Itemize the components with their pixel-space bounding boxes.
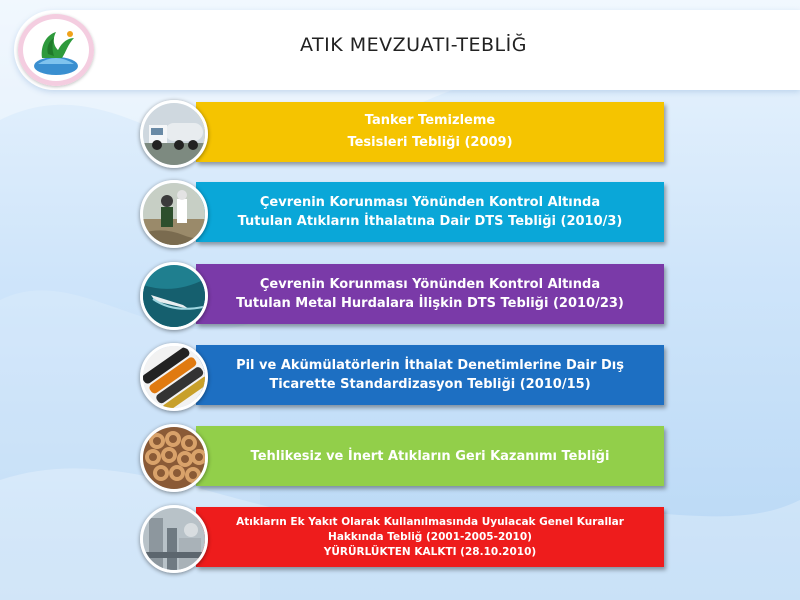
item-line: YÜRÜRLÜKTEN KALKTI (28.10.2010) [323,545,537,558]
waste-inspection-image [140,180,208,248]
list-item-batteries [0,343,800,407]
batteries-image [140,343,208,411]
item-line: Atıkların Ek Yakıt Olarak Kullanılmasında Uyulacak Genel Kurallar [236,515,624,528]
item-line: Tehlikesiz ve İnert Atıkların Geri Kazanımı Tebliği [250,448,610,464]
item-bar [196,182,664,242]
ministry-logo [18,14,94,86]
item-line: Hakkında Tebliğ (2001-2005-2010) [328,530,532,543]
list-item-fuel [0,505,800,569]
item-line: Pil ve Akümülatörlerin İthalat Denetimlerine Dair Dış [236,358,624,373]
item-bar [196,345,664,405]
cement-plant-image [140,505,208,573]
item-bar [196,264,664,324]
item-line: Ticarette Standardizasyon Tebliği (2010/15) [269,377,591,392]
page-title: ATIK MEVZUATI-TEBLİĞ [300,34,527,56]
list-item-recovery [0,424,800,488]
item-bar [196,102,664,162]
item-line: Tutulan Atıkların İthalatına Dair DTS Tebliği (2010/3) [237,214,623,229]
item-line: Çevrenin Korunması Yönünden Kontrol Altında [259,277,601,292]
list-item-metal-scrap [0,262,800,326]
metal-rings-image [140,424,208,492]
list-item-waste-import [0,180,800,244]
item-line: Tanker Temizleme [364,113,496,128]
tanker-truck-image [140,100,208,168]
item-bar [196,426,664,486]
ship-sea-image [140,262,208,330]
item-line: Çevrenin Korunması Yönünden Kontrol Altında [259,195,601,210]
item-bar [196,507,664,567]
item-line: Tutulan Metal Hurdalara İlişkin DTS Tebliği (2010/23) [236,296,624,311]
list-item-tanker [0,100,800,164]
item-line: Tesisleri Tebliği (2009) [347,135,513,150]
